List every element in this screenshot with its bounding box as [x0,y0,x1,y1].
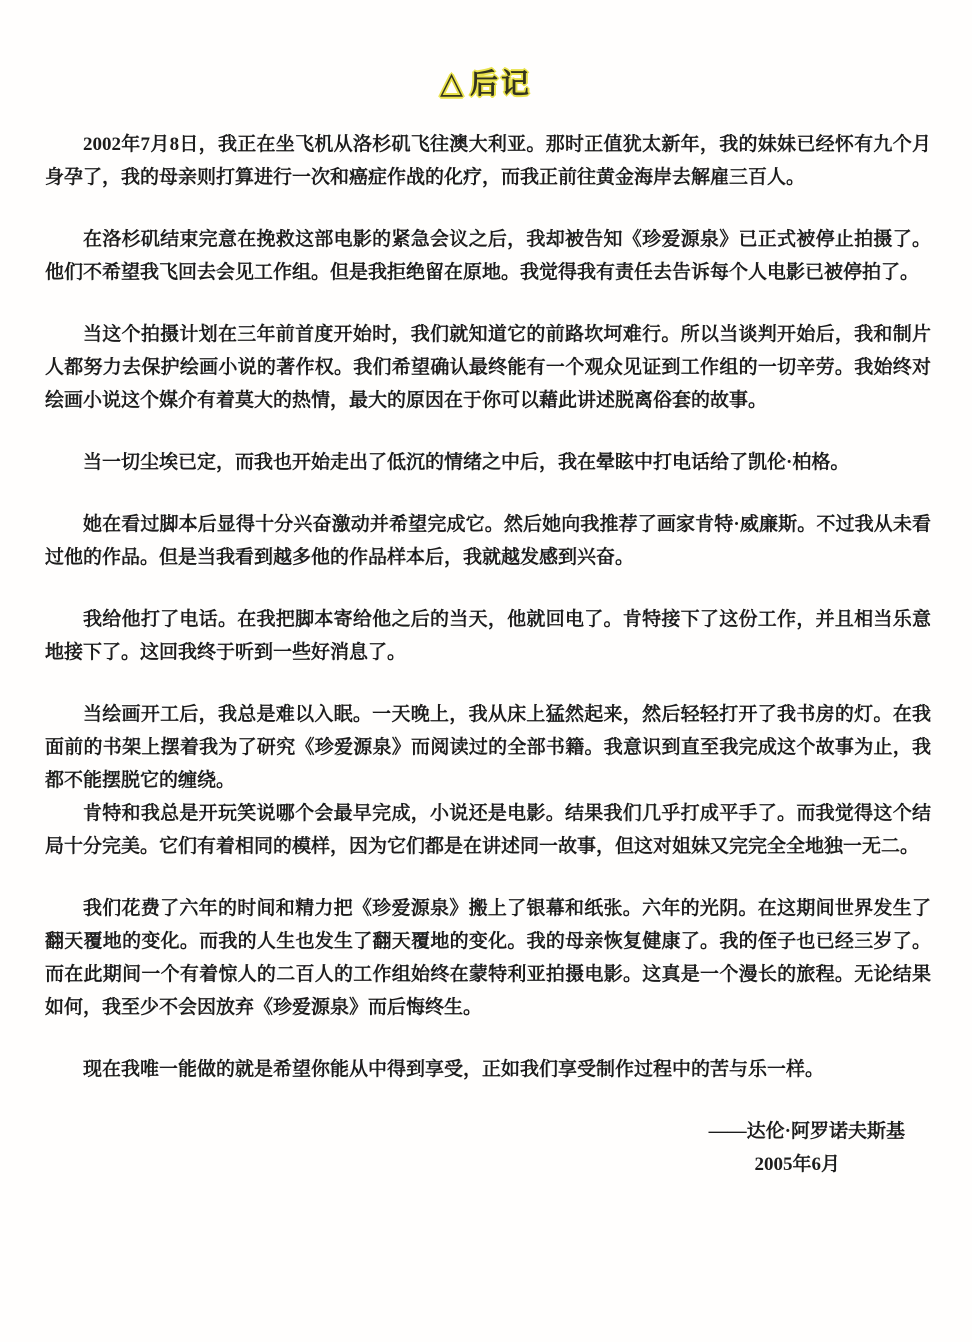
paragraph: 肯特和我总是开玩笑说哪个会最早完成，小说还是电影。结果我们几乎打成平手了。而我觉得这个结局十分完美。它们有着相同的模样，因为它们都是在讲述同一故事，但这对姐妹又完完全全地独一无二。 [45,803,931,857]
signature-date: 2005年6月 [754,1154,840,1175]
paragraph: 我们花费了六年的时间和精力把《珍爱源泉》搬上了银幕和纸张。六年的光阴。在这期间世界发生了翻天覆地的变化。而我的人生也发生了翻天覆地的变化。我的母亲恢复健康了。我的侄子也已经三岁了。而在此期间一个有着惊人的二百人的工作组始终在蒙特利亚拍摄电影。这真是一个漫长的旅程。无论结果如何，我至少不会因放弃《珍爱源泉》而后悔终生。 [45,898,931,1018]
afterword-body [45,128,931,1181]
paragraph: 她在看过脚本后显得十分兴奋激动并希望完成它。然后她向我推荐了画家肯特·威廉斯。不过我从未看过他的作品。但是当我看到越多他的作品样本后，我就越发感到兴奋。 [45,514,931,568]
paragraph: 2002年7月8日，我正在坐飞机从洛杉矶飞往澳大利亚。那时正值犹太新年，我的妹妹已经怀有九个月身孕了，我的母亲则打算进行一次和癌症作战的化疗，而我正前往黄金海岸去解雇三百人。 [45,134,931,188]
page-title [0,62,972,102]
signature-author: ——达伦·阿罗诺夫斯基 [708,1121,905,1142]
paragraph: 在洛杉矶结束完意在挽救这部电影的紧急会议之后，我却被告知《珍爱源泉》已正式被停止拍摄了。他们不希望我飞回去会见工作组。但是我拒绝留在原地。我觉得我有责任去告诉每个人电影已被停拍了。 [45,229,931,283]
triangle-icon: △ [439,67,467,100]
paragraph: 当这个拍摄计划在三年前首度开始时，我们就知道它的前路坎坷难行。所以当谈判开始后，我和制片人都努力去保护绘画小说的著作权。我们希望确认最终能有一个观众见证到工作组的一切辛劳。我始终对绘画小说这个媒介有着莫大的热情，最大的原因在于你可以藉此讲述脱离俗套的故事。 [45,324,931,411]
paragraph: 当绘画开工后，我总是难以入眠。一天晚上，我从床上猛然起来，然后轻轻打开了我书房的灯。在我面前的书架上摆着我为了研究《珍爱源泉》而阅读过的全部书籍。我意识到直至我完成这个故事为止，我都不能摆脱它的缠绕。 [45,704,931,791]
paragraph: 当一切尘埃已定，而我也开始走出了低沉的情绪之中后，我在晕眩中打电话给了凯伦·柏格。 [83,452,850,473]
page-title-text: 后记 [470,69,533,100]
paragraph: 现在我唯一能做的就是希望你能从中得到享受，正如我们享受制作过程中的苦与乐一样。 [83,1059,825,1080]
paragraph: 我给他打了电话。在我把脚本寄给他之后的当天，他就回电了。肯特接下了这份工作，并且相当乐意地接下了。这回我终于听到一些好消息了。 [45,609,931,663]
